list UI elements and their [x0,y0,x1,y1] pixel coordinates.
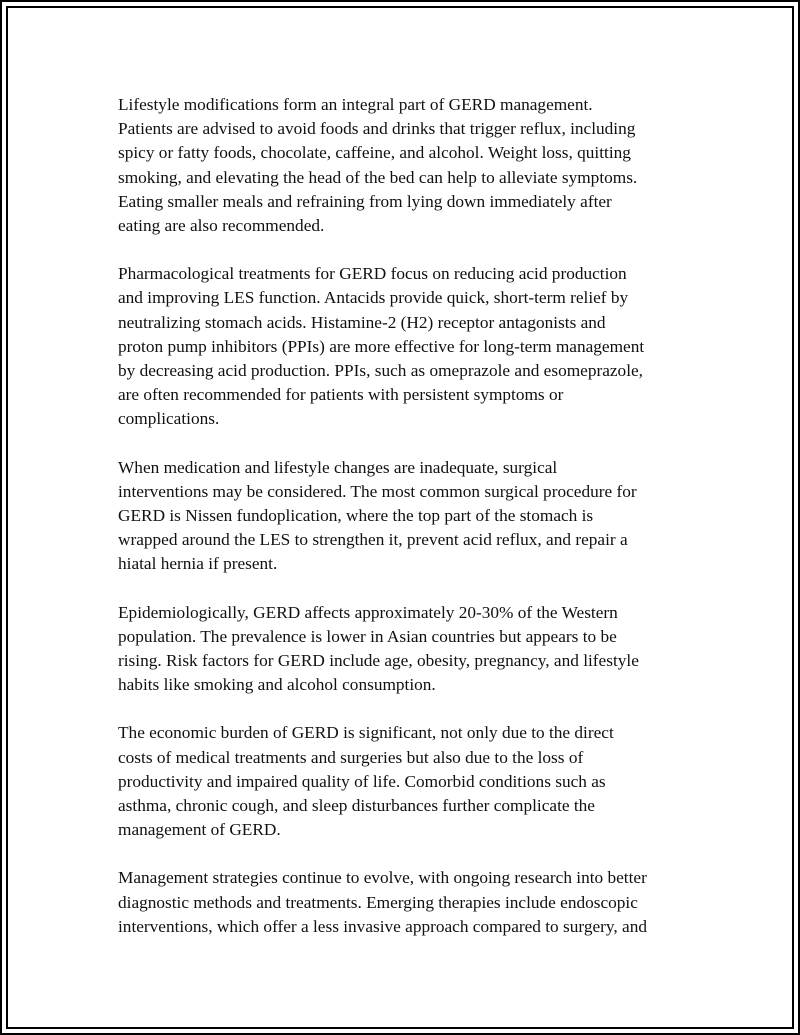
text-line: diagnostic methods and treatments. Emerging therapies include endoscopic [118,892,638,912]
text-line: Patients are advised to avoid foods and drinks that trigger reflux, including [118,119,636,139]
text-line: asthma, chronic cough, and sleep disturbances further complicate the [118,796,595,816]
paragraph-economic-burden [118,721,688,842]
text-line: Eating smaller meals and refraining from lying down immediately after [118,191,612,211]
text-line: When medication and lifestyle changes are inadequate, surgical [118,457,558,477]
text-line: Lifestyle modifications form an integral part of GERD management. [118,95,593,114]
text-line: Pharmacological treatments for GERD focus on reducing acid production [118,264,627,284]
text-line: rising. Risk factors for GERD include age, obesity, pregnancy, and lifestyle [118,651,639,671]
paragraph-management-strategies [118,866,688,939]
text-line: interventions may be considered. The most common surgical procedure for [118,481,637,501]
text-line: by decreasing acid production. PPIs, such as omeprazole and esomeprazole, [118,361,643,381]
text-line: interventions, which offer a less invasive approach compared to surgery, and [118,916,647,936]
text-line: habits like smoking and alcohol consumption. [118,675,436,695]
text-line: management of GERD. [118,820,281,840]
paragraph-pharmacological-treatments [118,262,688,431]
text-line: hiatal hernia if present. [118,554,278,574]
paragraph-epidemiology [118,601,688,698]
text-line: wrapped around the LES to strengthen it, prevent acid reflux, and repair a [118,530,628,550]
text-line: neutralizing stomach acids. Histamine-2 (H2) receptor antagonists and [118,312,606,332]
text-line: GERD is Nissen fundoplication, where the top part of the stomach is [118,506,594,526]
paragraph-surgical-interventions [118,456,688,577]
document-body [118,93,688,963]
text-line: Management strategies continue to evolve, with ongoing research into better [118,868,647,888]
text-line: Epidemiologically, GERD affects approximately 20-30% of the Western [118,602,618,622]
text-line: productivity and impaired quality of life. Comorbid conditions such as [118,771,606,791]
text-line: eating are also recommended. [118,216,325,236]
text-line: and improving LES function. Antacids provide quick, short-term relief by [118,288,629,308]
text-line: are often recommended for patients with persistent symptoms or [118,385,564,405]
text-line: smoking, and elevating the head of the bed can help to alleviate symptoms. [118,167,638,187]
text-line: The economic burden of GERD is significant, not only due to the direct [118,723,614,743]
text-line: complications. [118,409,220,429]
text-line: population. The prevalence is lower in Asian countries but appears to be [118,626,617,646]
paragraph-lifestyle-modifications [118,93,688,238]
text-line: spicy or fatty foods, chocolate, caffeine, and alcohol. Weight loss, quitting [118,143,631,163]
text-line: proton pump inhibitors (PPIs) are more effective for long-term management [118,336,645,356]
text-line: costs of medical treatments and surgeries but also due to the loss of [118,747,584,767]
